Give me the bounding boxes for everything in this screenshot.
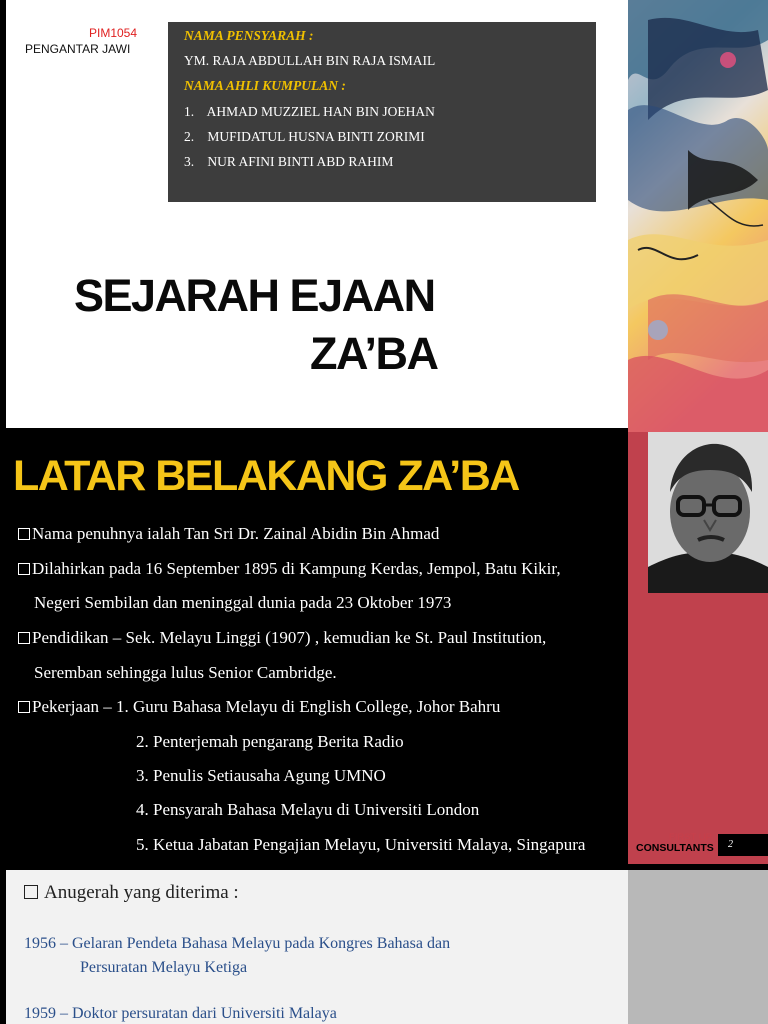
awards-heading: Anugerah yang diterima :: [24, 882, 239, 904]
checkbox-bullet-icon: [18, 563, 30, 575]
awards-side-panel: [628, 870, 768, 1024]
footer-brand-line1: FIRST UP: [668, 832, 712, 843]
content-panel: [6, 438, 628, 860]
award-item: 1956 – Gelaran Pendeta Bahasa Melayu pada Kongres Bahasa dan: [24, 935, 451, 952]
abstract-art-image: [628, 0, 768, 432]
lecturer-name: YM. RAJA ABDULLAH BIN RAJA ISMAIL: [184, 53, 436, 68]
award-item-continuation: Persuratan Melayu Ketiga: [80, 959, 248, 976]
member-number: 2.: [184, 129, 195, 144]
page-number: 2: [718, 834, 768, 856]
slide-title-line1: SEJARAH EJAAN: [74, 270, 435, 321]
member-name: AHMAD MUZZIEL HAN BIN JOEHAN: [206, 104, 435, 119]
footer-brand: [636, 832, 712, 854]
checkbox-bullet-icon: [18, 701, 30, 713]
member-name: NUR AFINI BINTI ABD RAHIM: [207, 154, 394, 169]
bullet-item: Dilahirkan pada 16 September 1895 di Kampung Kerdas, Jempol, Batu Kikir,: [18, 559, 561, 579]
zaba-portrait-image: [648, 432, 768, 593]
bullet-continuation: Negeri Sembilan dan meninggal dunia pada 23 Oktober 1973: [34, 593, 452, 612]
job-item: 2. Penterjemah pengarang Berita Radio: [136, 732, 404, 751]
member-number: 3.: [184, 154, 195, 169]
slide-title-line2: ZA’BA: [310, 328, 438, 379]
member-item: [184, 104, 435, 120]
title-slide: [0, 0, 768, 432]
member-item: [184, 154, 393, 170]
checkbox-bullet-icon: [24, 885, 38, 899]
group-info-box: [168, 22, 596, 202]
member-item: [184, 129, 425, 145]
job-item: 3. Penulis Setiausaha Agung UMNO: [136, 766, 386, 785]
bullet-continuation: Seremban sehingga lulus Senior Cambridge.: [34, 663, 337, 682]
bullet-item: Pekerjaan – 1. Guru Bahasa Melayu di English College, Johor Bahru: [18, 697, 500, 717]
award-item: 1959 – Doktor persuratan dari Universiti Malaya: [24, 1005, 337, 1022]
member-name: MUFIDATUL HUSNA BINTI ZORIMI: [207, 129, 425, 144]
job-item: 5. Ketua Jabatan Pengajian Melayu, Universiti Malaya, Singapura: [136, 835, 586, 854]
lecturer-heading: NAMA PENSYARAH :: [184, 28, 314, 43]
course-name: PENGANTAR JAWI: [25, 42, 131, 56]
footer-brand-line2: CONSULTANTS: [636, 842, 714, 854]
member-number: 1.: [184, 104, 195, 119]
bullet-item: Nama penuhnya ialah Tan Sri Dr. Zainal Abidin Bin Ahmad: [18, 524, 439, 544]
background-slide: [0, 432, 768, 864]
checkbox-bullet-icon: [18, 632, 30, 644]
group-heading: NAMA AHLI KUMPULAN :: [184, 78, 346, 93]
awards-slide: [0, 864, 768, 1024]
checkbox-bullet-icon: [18, 528, 30, 540]
slide-heading: LATAR BELAKANG ZA’BA: [13, 452, 519, 500]
course-code: PIM1054: [89, 26, 138, 40]
bullet-item: Pendidikan – Sek. Melayu Linggi (1907) , kemudian ke St. Paul Institution,: [18, 628, 546, 648]
job-item: 4. Pensyarah Bahasa Melayu di Universiti London: [136, 800, 480, 819]
